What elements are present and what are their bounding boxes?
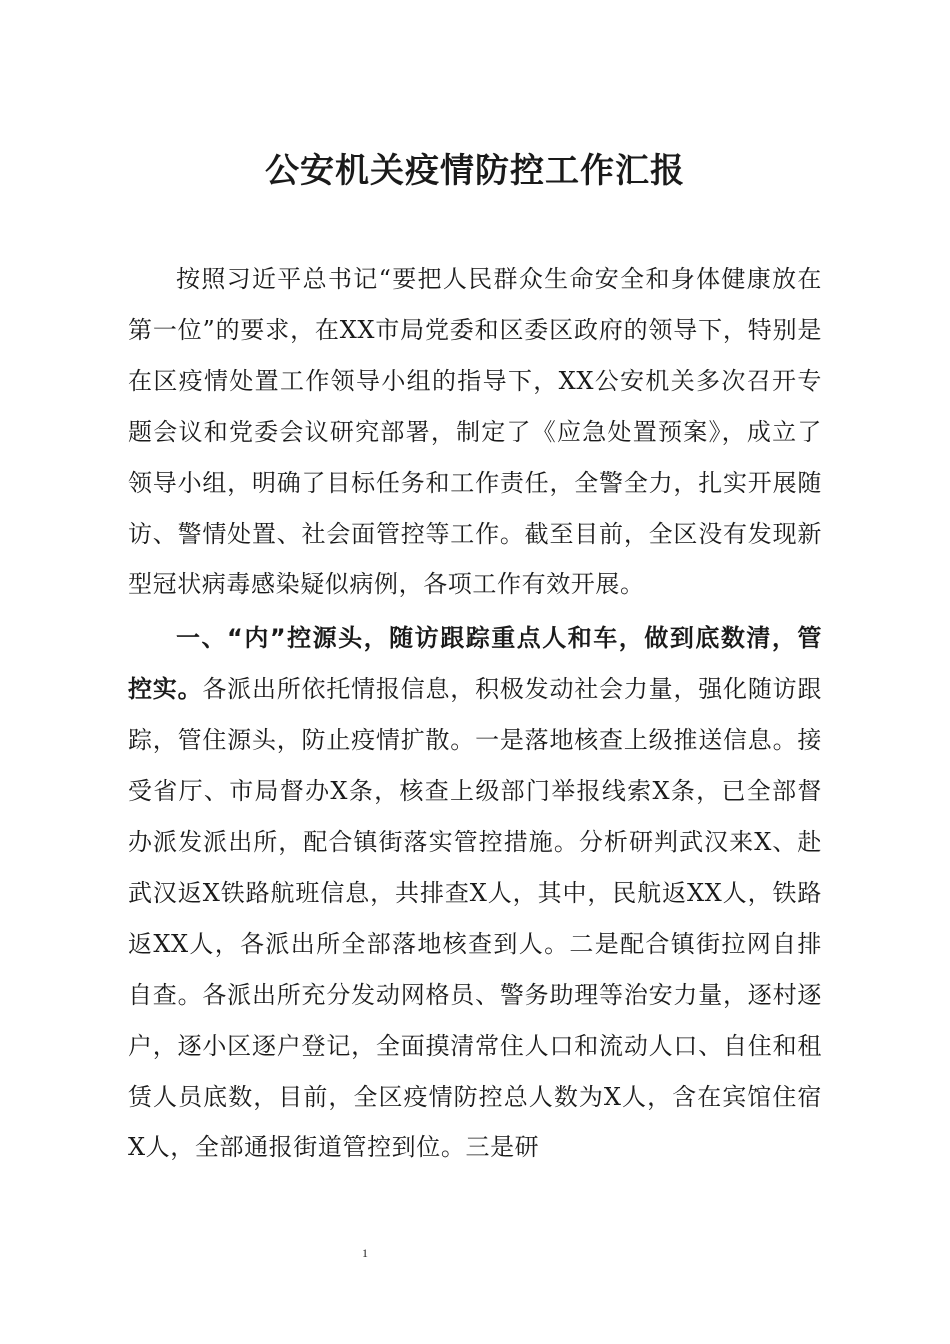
page-number: 1 bbox=[362, 1246, 368, 1260]
section-1-paragraph bbox=[128, 613, 822, 1173]
section-1-heading: 一、“内”控源头，随访跟踪重点人和车，做到底数清，管控实。 bbox=[128, 624, 822, 704]
section-1-body: 各派出所依托情报信息，积极发动社会力量，强化随访跟踪，管住源头，防止疫情扩散。一是落地核查上级推送信息。接受省厅、市局督办X条，核查上级部门举报线索X条，已全部督办派发派出所，配合镇街落实管控措施。分析研判武汉来X、赴武汉返X铁路航班信息，共排查X人，其中，民航返XX人，铁路返XX人，各派出所全部落地核查到人。二是配合镇街拉网自排自查。各派出所充分发动网格员、警务助理等治安力量，逐村逐户，逐小区逐户登记，全面摸清常住人口和流动人口、自住和租赁人员底数，目前，全区疫情防控总人数为X人，含在宾馆住宿X人，全部通报街道管控到位。三是研 bbox=[128, 675, 822, 1162]
document-title: 公安机关疫情防控工作汇报 bbox=[265, 151, 685, 191]
document-body bbox=[128, 254, 822, 1173]
intro-paragraph: 按照习近平总书记“要把人民群众生命安全和身体健康放在第一位”的要求，在XX市局党委和区委区政府的领导下，特别是在区疫情处置工作领导小组的指导下，XX公安机关多次召开专题会议和党委会议研究部署，制定了《应急处置预案》，成立了领导小组，明确了目标任务和工作责任，全警全力，扎实开展随访、警情处置、社会面管控等工作。截至目前，全区没有发现新型冠状病毒感染疑似病例，各项工作有效开展。 bbox=[128, 265, 822, 599]
